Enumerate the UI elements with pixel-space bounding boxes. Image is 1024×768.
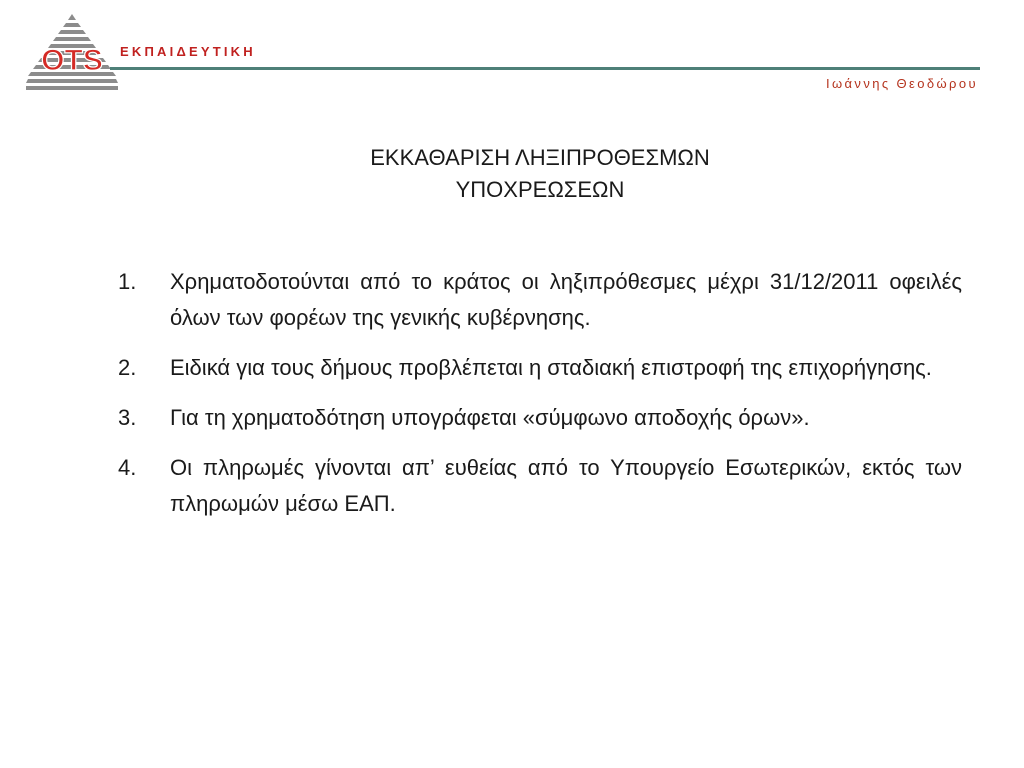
- slide-title-line-1: ΕΚΚΑΘΑΡΙΣΗ ΛΗΞΙΠΡΟΘΕΣΜΩΝ: [370, 145, 710, 170]
- list-item-number: 3.: [118, 405, 137, 430]
- list-item-text: Χρηματοδοτούνται από το κράτος οι ληξιπρόθεσμες μέχρι 31/12/2011 οφειλές όλων των φορέων της γενικής κυβέρνησης.: [170, 269, 962, 330]
- list-item: [118, 264, 962, 336]
- list-item-text: Ειδικά για τους δήμους προβλέπεται η σταδιακή επιστροφή της επιχορήγησης.: [170, 355, 932, 380]
- brand-label: ΕΚΠΑΙΔΕΥΤΙΚΗ: [120, 44, 256, 59]
- list-item-number: 4.: [118, 455, 137, 480]
- numbered-list: [118, 264, 962, 536]
- logo-text: OTS: [41, 44, 103, 77]
- list-item-number: 2.: [118, 355, 137, 380]
- header-divider: [110, 67, 980, 70]
- author-name: Ιωάννης Θεοδώρου: [825, 76, 978, 91]
- list-item-text: Για τη χρηματοδότηση υπογράφεται «σύμφωνο αποδοχής όρων».: [170, 405, 810, 430]
- list-item: [118, 450, 962, 522]
- list-item: [118, 350, 962, 386]
- list-item-number: 1.: [118, 269, 137, 294]
- list-item-text: Οι πληρωμές γίνονται απ’ ευθείας από το Υπουργείο Εσωτερικών, εκτός των πληρωμών μέσω ΕΑΠ.: [170, 455, 962, 516]
- list-item: [118, 400, 962, 436]
- slide-title-line-2: ΥΠΟΧΡΕΩΣΕΩΝ: [455, 177, 625, 202]
- ots-logo: [26, 14, 118, 94]
- slide-title: [0, 142, 1024, 206]
